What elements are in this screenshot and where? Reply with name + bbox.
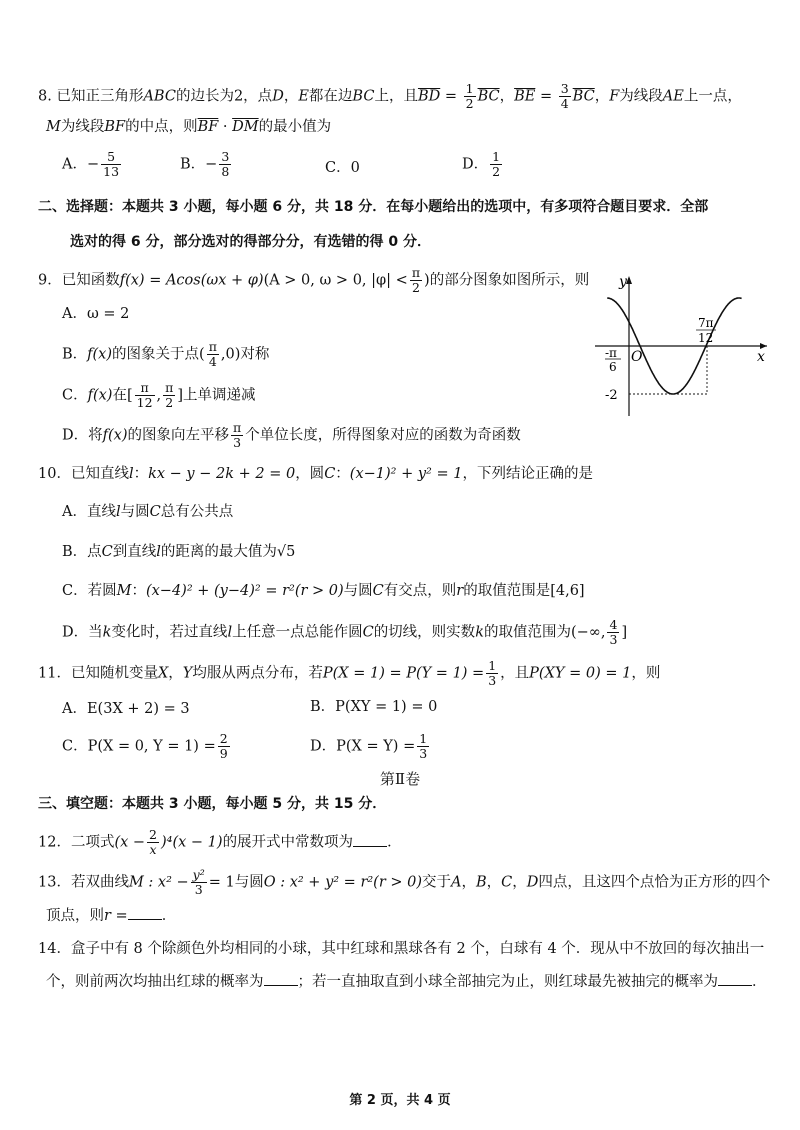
section2-heading-line2: 选对的得 6 分，部分选对的得部分分，有选错的得 0 分． — [70, 234, 431, 250]
neg-pi-over-6-den: 6 — [609, 360, 617, 374]
x-axis-label: x — [757, 349, 765, 365]
seven-pi-over-12-num: 7π — [698, 316, 714, 330]
min-value-label: -2 — [605, 388, 618, 403]
q14-answer-blank-2[interactable] — [718, 971, 752, 986]
y-axis-label: y — [619, 274, 627, 290]
q10-option-a: A．直线l与圆C总有公共点 — [62, 504, 234, 520]
section2-heading: 二、选择题：本题共 3 小题，每小题 6 分，共 18 分．在每小题给出的选项中，有多项符合题目要求．全部 — [38, 199, 709, 215]
q9-stem: 9．已知函数f(x) = Acos(ωx + φ)(A > 0, ω > 0, |φ| < $\frac{\pi}{2}$ )的部分图象如图所示，则 — [38, 265, 590, 295]
q13-line2: 顶点，则r = ． — [46, 905, 176, 927]
section3-heading: 三、填空题：本题共 3 小题，每小题 5 分，共 15 分． — [38, 796, 387, 812]
q13-stem: 13．若双曲线M : x² − $\frac{\text{y²}}{3}$ = 1与圆O : x² + y² = r²(r > 0)交于A，B，C，D四点，且这四个点恰为正方形的四个 — [38, 867, 771, 897]
q11-option-b: B．P(XY = 1) = 0 — [310, 699, 438, 715]
cosine-graph — [595, 268, 775, 418]
neg-pi-over-6-num: -π — [605, 346, 617, 360]
q11-option-d: D．P(X = Y) = $\frac{1}{3}$ — [310, 731, 428, 761]
q12-stem: 12．二项式(x − $\frac{2}{x}$ )⁴(x − 1)的展开式中常数项为 ． — [38, 827, 402, 857]
q10-option-c: C．若圆M：(x−4)² + (y−4)² = r²(r > 0)与圆C有交点，则r的取值范围是[4,6] — [62, 583, 585, 599]
q8-option-c: C．0 — [325, 160, 360, 176]
q8-line1: 8. 已知正三角形ABC的边长为2，点D，E都在边BC上，且$\overline{BD}$ = $\frac{1}{2}$ $\overline{BC}$，$\overline{BE}$ = $\frac{3}{4}$ $\overline{BC}$，F为线段AE上一点， — [38, 81, 742, 111]
q10-option-b: B．点C到直线l的距离的最大值为√5 — [62, 544, 296, 560]
seven-pi-over-12-den: 12 — [698, 331, 714, 345]
q10-stem: 10．已知直线l：kx − y − 2k + 2 = 0，圆C：(x−1)² + y² = 1，下列结论正确的是 — [38, 466, 593, 482]
q11-option-a: A．E(3X + 2) = 3 — [62, 701, 190, 717]
q9-option-a: A．ω = 2 — [62, 306, 130, 322]
q9-option-d: D．将f(x)的图象向左平移 $\frac{\pi}{3}$ 个单位长度，所得图象对应的函数为奇函数 — [62, 420, 521, 450]
q14-line1: 14．盒子中有 8 个除颜色外均相同的小球，其中红球和黑球各有 2 个，白球有 4 个．现从中不放回的每次抽出一 — [38, 941, 765, 957]
q14-answer-blank-1[interactable] — [264, 971, 298, 986]
q9-option-c: C．f(x)在[ $\frac{\pi}{12}$ , $\frac{\pi}{2}$ ]上单调递减 — [62, 380, 256, 410]
q13-answer-blank[interactable] — [128, 905, 162, 920]
q8-line2: M为线段BF的中点，则$\overline{BF} \cdot \overline{DM}$的最小值为 — [46, 119, 332, 135]
part2-title: 第Ⅱ卷 — [379, 770, 421, 788]
q12-answer-blank[interactable] — [353, 832, 387, 847]
page-number: 第 2 页，共 4 页 — [349, 1093, 451, 1108]
q10-option-d: D．当k变化时，若过直线l上任意一点总能作圆C的切线，则实数k的取值范围为(−∞, $\frac{4}{3}$ ] — [62, 617, 628, 647]
origin-label: O — [631, 349, 643, 365]
q14-line2: 个，则前两次均抽出红球的概率为 ；若一直抽取直到小球全部抽完为止，则红球最先被抽完的概率为 ． — [46, 971, 767, 993]
q11-option-c: C．P(X = 0, Y = 1) = $\frac{2}{9}$ — [62, 731, 228, 761]
q9-option-b: B．f(x)的图象关于点( $\frac{\pi}{4}$ ,0)对称 — [62, 339, 270, 369]
q8-option-b: B．− $\frac{3}{8}$ — [180, 149, 230, 179]
q8-option-d: D． $\frac{1}{2}$ — [462, 149, 501, 179]
q8-option-a: A．− $\frac{5}{13}$ — [62, 149, 120, 179]
q11-stem: 11．已知随机变量X，Y均服从两点分布，若P(X = 1) = P(Y = 1) = $\frac{1}{3}$ ，且P(XY = 0) = 1，则 — [38, 658, 661, 688]
